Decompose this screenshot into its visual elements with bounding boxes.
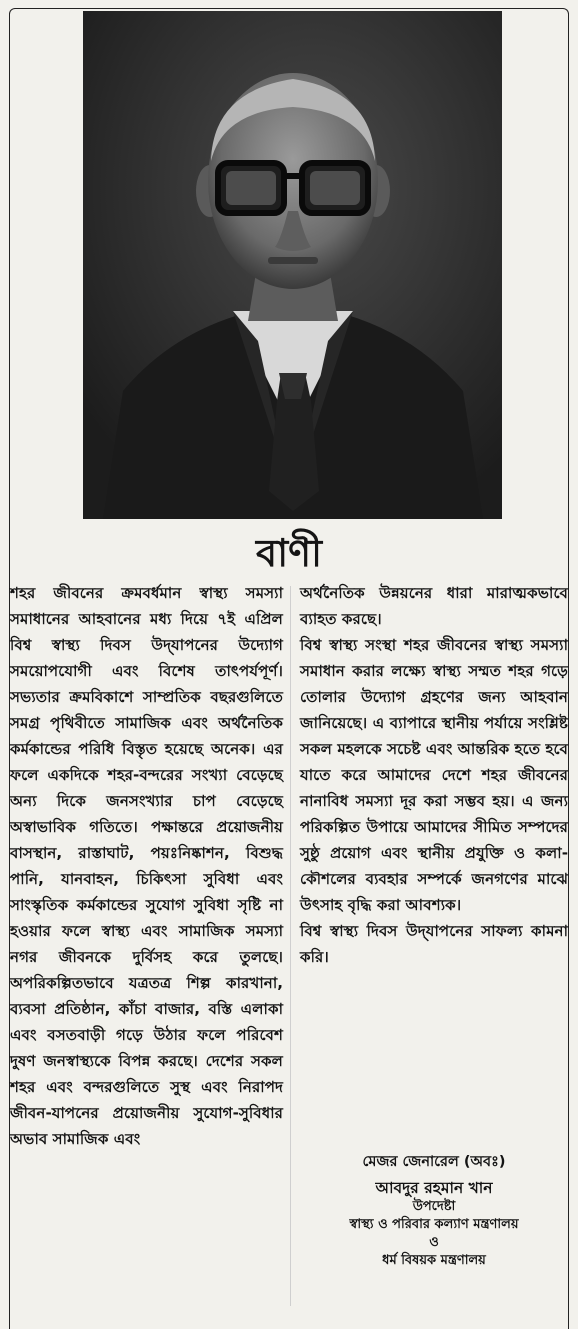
message-paragraph-1: শহর জীবনের ক্রমবর্ধমান স্বাস্থ্য সমস্যা সমাধানের আহবানের মধ্য দিয়ে ৭ই এপ্রিল বিশ্ব স্বাস্থ্য দিবস উদ্‌যাপনের উদ্যোগ সময়োপযোগী এবং বিশেষ তাৎপর্যপূর্ণ। সভ্যতার ক্রমবিকাশে সাম্প্রতিক বছরগুলিতে সমগ্র পৃথিবীতে সামাজিক এবং অর্থনৈতিক কর্মকান্ডের পরিধি বিস্তৃত হয়েছে অনেক। এর ফলে একদিকে শহর-বন্দরের সংখ্যা বেড়েছে অন্য দিকে জনসংখ্যার চাপ বেড়েছে অস্বাভাবিক গতিতে। পক্ষান্তরে প্রয়োজনীয় বাসস্থান, রাস্তাঘাট, পয়ঃনিষ্কাশন, বিশুদ্ধ পানি, যানবাহন, চিকিৎসা সুবিধা এবং সাংস্কৃতিক কর্মকান্ডের সুযোগ সুবিধা সৃষ্টি না হওয়ার ফলে স্বাস্থ্য এবং সামাজিক সমস্যা নগর জীবনকে দুর্বিসহ করে তুলছে। অপরিকল্পিতভাবে যত্রতত্র শিল্প কারখানা, ব্যবসা প্রতিষ্ঠান, কাঁচা বাজার, বস্তি এলাকা এবং বসতবাড়ী গড়ে উঠার ফলে পরিবেশ দুষণ জনস্বাস্থ্যকে বিপন্ন করছে। দেশের সকল শহর এবং বন্দরগুলিতে সুস্থ এবং নিরাপদ জীবন-যাপনের প্রয়োজনীয় সুযোগ-সুবিধার অভাব সামাজিক এবং [10, 584, 283, 1148]
ministry-name-1: স্বাস্থ্য ও পরিবার কল্যাণ মন্ত্রণালয় [349, 1217, 519, 1232]
portrait-illustration [83, 11, 502, 519]
portrait-photo [83, 11, 502, 519]
signatory-rank: মেজর জেনারেল (অবঃ) [362, 1154, 506, 1170]
column-divider [290, 586, 291, 1306]
ministry-conjunction: ও [429, 1235, 439, 1250]
page-title: বাণী [255, 531, 323, 575]
left-column [10, 580, 283, 1152]
message-paragraph-2: অর্থনৈতিক উন্নয়নের ধারা মারাত্মকভাবে ব্যাহত করছে। [300, 584, 568, 628]
signatory-name: আবদুর রহমান খান [375, 1179, 493, 1197]
message-paragraph-4: বিশ্ব স্বাস্থ্য দিবস উদ্‌যাপনের সাফল্য কামনা করি। [300, 922, 568, 966]
ministry-name-2: ধর্ম বিষয়ক মন্ত্রণালয় [382, 1253, 486, 1268]
signatory-title: উপদেষ্টা [412, 1199, 456, 1214]
right-column [300, 580, 568, 970]
message-paragraph-3: বিশ্ব স্বাস্থ্য সংস্থা শহর জীবনের স্বাস্থ্য সমস্যা সমাধান করার লক্ষ্যে স্বাস্থ্য সম্মত শহর গড়ে তোলার উদ্যোগ গ্রহণের জন্য আহবান জানিয়েছে। এ ব্যাপারে স্থানীয় পর্যায়ে সংশ্লিষ্ট সকল মহলকে সচেষ্ট এবং আন্তরিক হতে হবে যাতে করে আমাদের দেশে শহর জীবনের নানাবিধ সমস্যা দূর করা সম্ভব হয়। এ জন্য পরিকল্পিত উপায়ে আমাদের সীমিত সম্পদের সুষ্ঠু প্রয়োগ এবং স্থানীয় প্রযুক্তি ও কলা-কৌশলের ব্যবহার সম্পর্কে জনগণের মাঝে উৎসাহ বৃদ্ধি করা আবশ্যক। [300, 636, 568, 914]
signature-block [300, 1152, 568, 1270]
